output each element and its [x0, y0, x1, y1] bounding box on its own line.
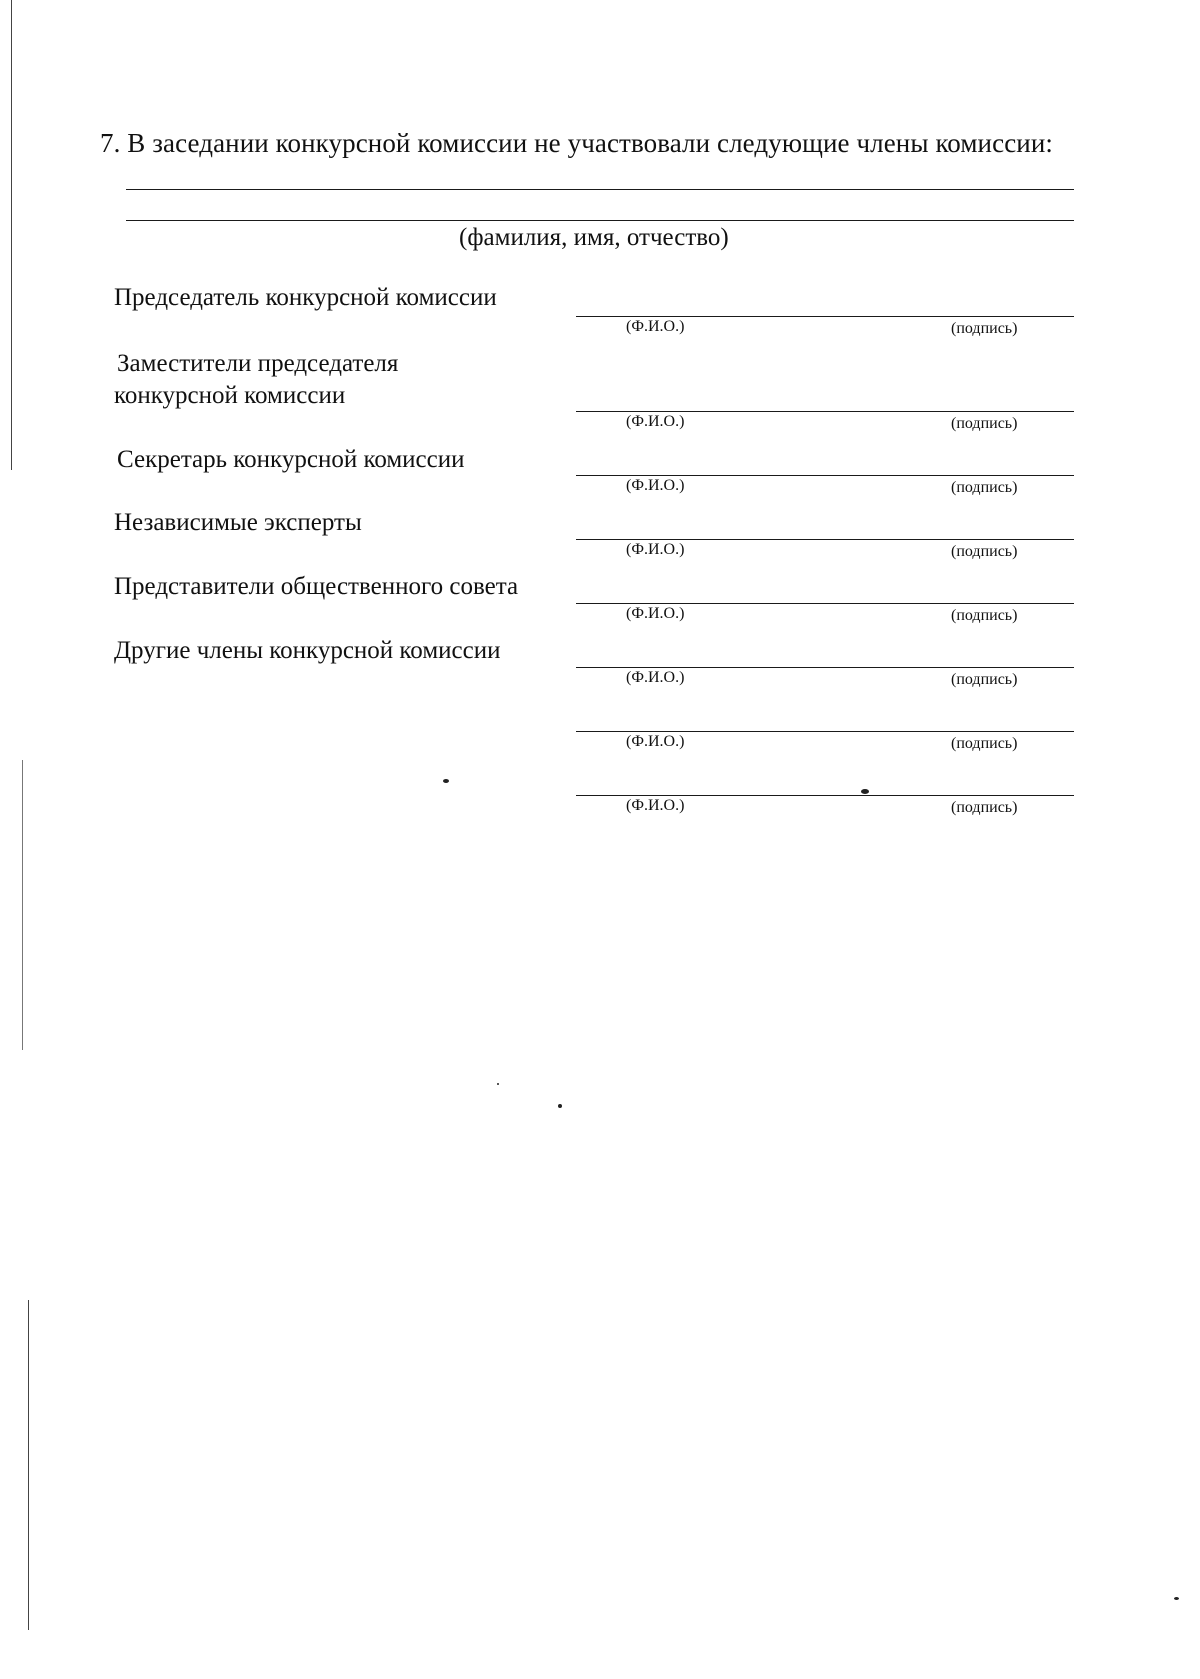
signature-line-7	[576, 731, 1074, 732]
sign-label-8: (подпись)	[951, 799, 1018, 816]
fio-label-5: (Ф.И.О.)	[626, 605, 685, 622]
scan-edge-line-bottom	[28, 1300, 29, 1630]
role-chairman: Председатель конкурсной комиссии	[114, 284, 497, 311]
role-other-members: Другие члены конкурсной комиссии	[114, 637, 501, 664]
fio-label-7: (Ф.И.О.)	[626, 733, 685, 750]
fio-label-1: (Ф.И.О.)	[626, 318, 685, 335]
scan-edge-line-top	[11, 0, 12, 470]
scan-speck	[558, 1104, 562, 1108]
sign-label-2: (подпись)	[951, 415, 1018, 432]
sign-label-4: (подпись)	[951, 543, 1018, 560]
sign-label-5: (подпись)	[951, 607, 1018, 624]
scan-speck	[861, 789, 869, 794]
fio-label-2: (Ф.И.О.)	[626, 413, 685, 430]
signature-line-5	[576, 603, 1074, 604]
signature-line-6	[576, 667, 1074, 668]
role-deputy-chairman-line2: конкурсной комиссии	[114, 382, 346, 409]
sign-label-6: (подпись)	[951, 671, 1018, 688]
scan-edge-line-middle	[22, 760, 23, 1050]
section-heading: 7. В заседании конкурсной комиссии не участвовали следующие члены комиссии:	[100, 128, 1053, 158]
sign-label-3: (подпись)	[951, 479, 1018, 496]
signature-line-1	[576, 316, 1074, 317]
fio-label-6: (Ф.И.О.)	[626, 669, 685, 686]
scan-speck	[497, 1083, 499, 1085]
sign-label-7: (подпись)	[951, 735, 1018, 752]
blank-line-2	[126, 220, 1074, 221]
fio-caption: (фамилия, имя, отчество)	[459, 224, 729, 251]
signature-line-4	[576, 539, 1074, 540]
fio-label-4: (Ф.И.О.)	[626, 541, 685, 558]
scan-speck	[1174, 1597, 1179, 1600]
signature-line-3	[576, 475, 1074, 476]
role-public-council: Представители общественного совета	[114, 573, 519, 600]
blank-line-1	[126, 189, 1074, 190]
signature-line-2	[576, 411, 1074, 412]
signature-line-8	[576, 795, 1074, 796]
sign-label-1: (подпись)	[951, 320, 1018, 337]
role-deputy-chairman: Заместители председателя	[117, 350, 399, 377]
role-secretary: Секретарь конкурсной комиссии	[117, 446, 465, 473]
scan-speck	[443, 779, 449, 783]
role-independent-experts: Независимые эксперты	[114, 509, 362, 536]
fio-label-3: (Ф.И.О.)	[626, 477, 685, 494]
fio-label-8: (Ф.И.О.)	[626, 797, 685, 814]
